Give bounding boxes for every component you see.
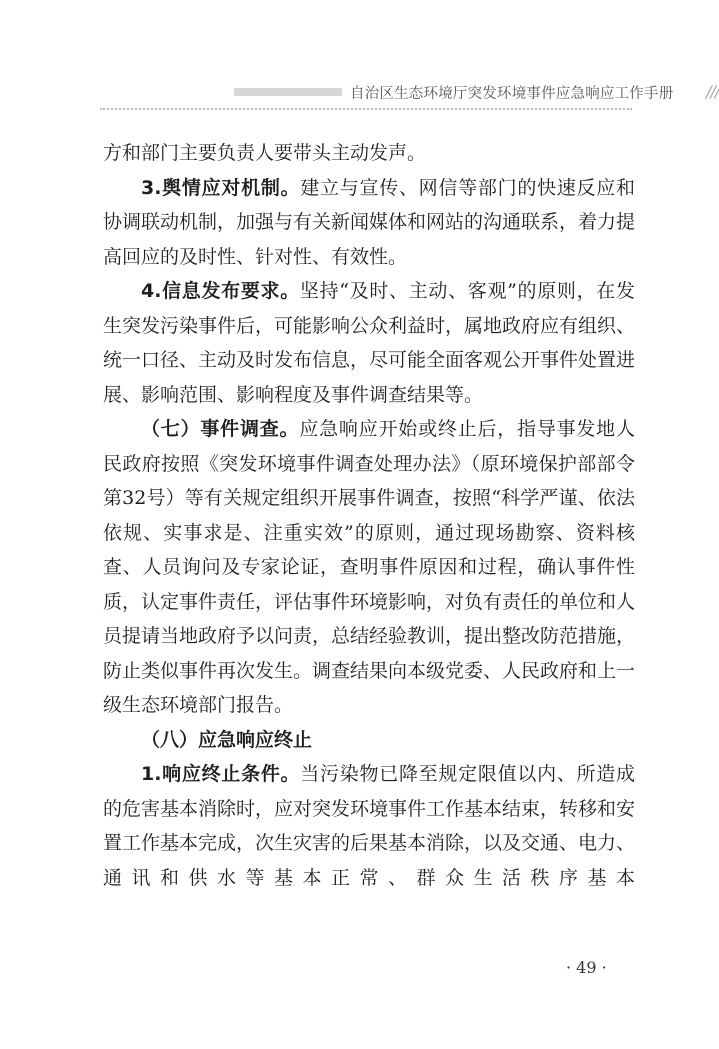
header-decorative-bar xyxy=(234,88,342,96)
paragraph-continuation xyxy=(103,136,635,171)
paragraph-termination-conditions xyxy=(103,757,635,895)
paragraph-lead: （七）事件调查。 xyxy=(141,418,300,440)
header-dotted-rule xyxy=(100,108,632,110)
paragraph-lead: 1.响应终止条件。 xyxy=(141,763,301,785)
header-title: 自治区生态环境厅突发环境事件应急响应工作手册 xyxy=(350,86,674,102)
paragraph-lead: 4.信息发布要求。 xyxy=(141,280,300,302)
paragraph-text: 坚持“及时、主动、客观”的原则，在发生突发污染事件后，可能影响公众利益时，属地政府应有组织、统一口径、主动及时发布信息，尽可能全面客观公开事件处置进展、影响范围、影响程度及事件调查结果等。 xyxy=(103,280,636,406)
header-slash-ornament: /// xyxy=(706,82,719,101)
section-heading-text: （八）应急响应终止 xyxy=(141,728,313,751)
page-number: · 49 · xyxy=(566,958,607,977)
running-header xyxy=(100,82,719,112)
paragraph-public-opinion xyxy=(103,171,635,275)
body-text xyxy=(103,136,635,895)
paragraph-text: 建立与宣传、网信等部门的快速反应和协调联动机制，加强与有关新闻媒体和网站的沟通联系，着力提高回应的及时性、针对性、有效性。 xyxy=(103,176,636,268)
paragraph-info-release xyxy=(103,274,635,412)
paragraph-text: 方和部门主要负责人要带头主动发声。 xyxy=(103,142,427,164)
paragraph-lead: 3.舆情应对机制。 xyxy=(141,176,301,199)
section-heading xyxy=(103,723,635,758)
paragraph-investigation xyxy=(103,412,635,723)
paragraph-text: 当污染物已降至规定限值以内、所造成的危害基本消除时，应对突发环境事件工作基本结束，转移和安置工作基本完成，次生灾害的后果基本消除，以及交通、电力、通讯和供水等基本正常、群众生活秩序基本 xyxy=(103,763,636,889)
paragraph-text: 应急响应开始或终止后，指导事发地人民政府按照《突发环境事件调查处理办法》（原环境保护部部令第32号）等有关规定组织开展事件调查，按照“科学严谨、依法依规、实事求是、注重实效”的原则，通过现场勘察、资料核查、人员询问及专家论证，查明事件原因和过程，确认事件性质，认定事件责任，评估事件环境影响，对负有责任的单位和人员提请当地政府予以问责，总结经验教训，提出整改防范措施，防止类似事件再次发生。调查结果向本级党委、人民政府和上一级生态环境部门报告。 xyxy=(103,418,636,716)
